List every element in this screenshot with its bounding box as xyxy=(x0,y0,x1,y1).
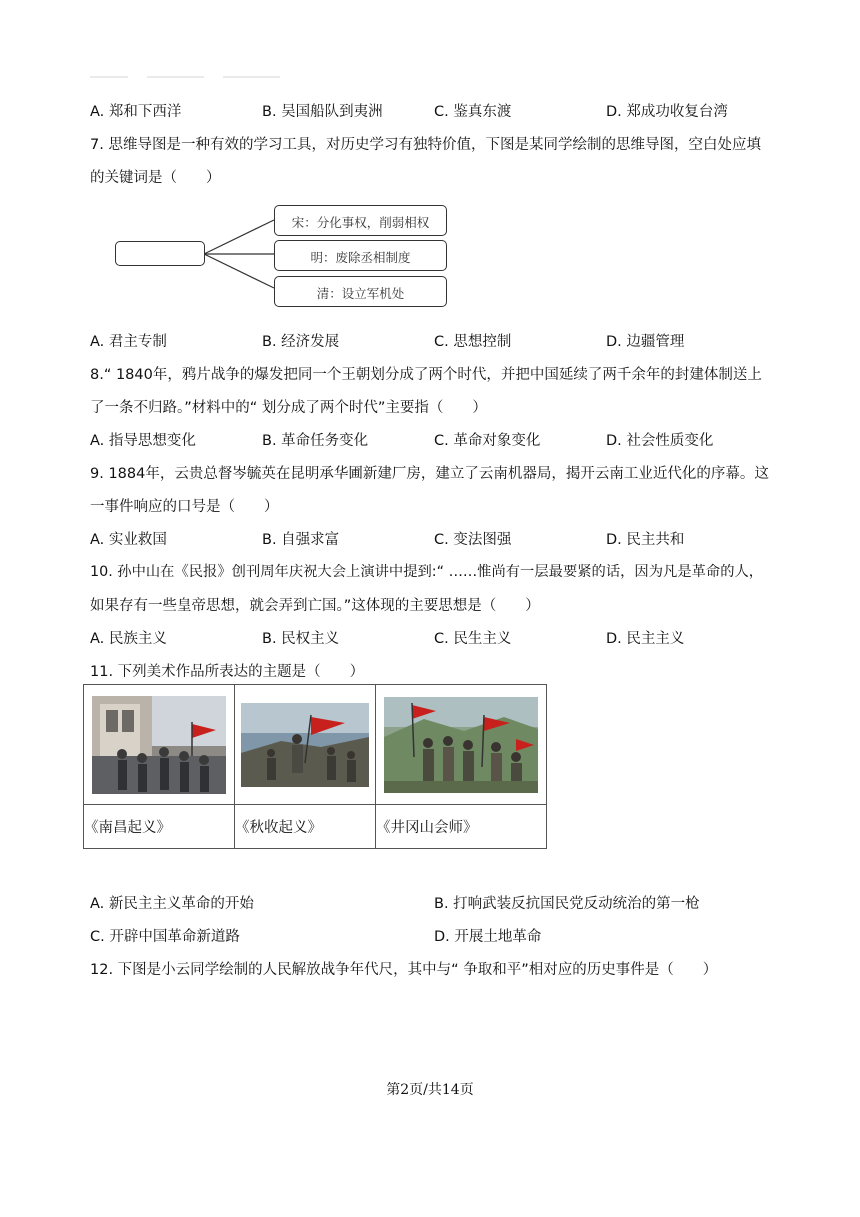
artwork-cell-nanchang xyxy=(84,685,235,805)
q9-stem-line2: 一事件响应的口号是（ ） xyxy=(90,499,279,515)
q8-stem-line2: 了一条不归路。”材料中的“ 划分成了两个时代”主要指（ ） xyxy=(90,400,487,416)
q8-option-a[interactable]: A. 指导思想变化 xyxy=(90,433,196,449)
mindmap-branch-song xyxy=(274,205,447,236)
mindmap-branch-qing xyxy=(274,276,447,307)
q10-option-d[interactable]: D. 民主主义 xyxy=(606,631,685,647)
artwork-cell-qiushou xyxy=(235,685,376,805)
nanchang-uprising-painting-image xyxy=(92,696,226,794)
q9-option-d[interactable]: D. 民主共和 xyxy=(606,532,685,548)
q8-option-b[interactable]: B. 革命任务变化 xyxy=(262,433,369,449)
q6-option-d[interactable]: D. 郑成功收复台湾 xyxy=(606,104,728,120)
artwork-caption-jinggangshan: 《井冈山会师》 xyxy=(376,805,547,849)
q11-option-a[interactable]: A. 新民主主义革命的开始 xyxy=(90,896,254,912)
q6-option-a[interactable]: A. 郑和下西洋 xyxy=(90,104,182,120)
mindmap-center-box xyxy=(115,241,205,266)
jinggangshan-meeting-painting-image xyxy=(384,697,538,793)
q11-stem: 11. 下列美术作品所表达的主题是（ ） xyxy=(90,664,365,680)
q7-option-b[interactable]: B. 经济发展 xyxy=(262,334,340,350)
q9-option-c[interactable]: C. 变法图强 xyxy=(434,532,512,548)
page-number: 第2页/共14页 xyxy=(386,1082,474,1098)
q11-option-c[interactable]: C. 开辟中国革命新道路 xyxy=(90,929,240,945)
q7-stem-line1: 7. 思维导图是一种有效的学习工具，对历史学习有独特价值，下图是某同学绘制的思维导图，空白处应填 xyxy=(90,137,761,153)
q10-stem-line1: 10. 孙中山在《民报》创刊周年庆祝大会上演讲中提到:“ ……惟尚有一层最要紧的话，因为凡是革命的人， xyxy=(90,564,764,580)
q11-option-b[interactable]: B. 打响武装反抗国民党反动统治的第一枪 xyxy=(434,896,700,912)
q7-option-c[interactable]: C. 思想控制 xyxy=(434,334,512,350)
mindmap-connectors xyxy=(204,218,276,294)
mindmap-branch-song-text: 宋：分化事权，削弱相权 xyxy=(291,215,430,230)
mindmap-branch-ming xyxy=(274,240,447,271)
q7-stem-line2: 的关键词是（ ） xyxy=(90,170,221,186)
autumn-harvest-uprising-painting-image xyxy=(241,703,369,787)
q8-stem-line1: 8.“ 1840年，鸦片战争的爆发把同一个王朝划分成了两个时代，并把中国延续了两千余年的封建体制送上 xyxy=(90,367,762,383)
q9-option-b[interactable]: B. 自强求富 xyxy=(262,532,340,548)
mindmap-branch-ming-text: 明：废除丞相制度 xyxy=(310,250,411,265)
artwork-caption-qiushou: 《秋收起义》 xyxy=(235,805,376,849)
q8-option-c[interactable]: C. 革命对象变化 xyxy=(434,433,541,449)
q10-option-b[interactable]: B. 民权主义 xyxy=(262,631,340,647)
q10-option-c[interactable]: C. 民生主义 xyxy=(434,631,512,647)
q6-option-c[interactable]: C. 鉴真东渡 xyxy=(434,104,512,120)
q9-stem-line1: 9. 1884年，云贵总督岑毓英在昆明承华圃新建厂房，建立了云南机器局，揭开云南工业近代化的序幕。这 xyxy=(90,466,769,482)
q6-option-b[interactable]: B. 吴国船队到夷洲 xyxy=(262,104,383,120)
q10-stem-line2: 如果存有一些皇帝思想，就会弄到亡国。”这体现的主要思想是（ ） xyxy=(90,598,540,614)
mindmap-branch-qing-text: 清：设立军机处 xyxy=(316,286,405,301)
artwork-cell-jinggangshan xyxy=(376,685,547,805)
q7-option-a[interactable]: A. 君主专制 xyxy=(90,334,167,350)
q8-option-d[interactable]: D. 社会性质变化 xyxy=(606,433,714,449)
q7-option-d[interactable]: D. 边疆管理 xyxy=(606,334,685,350)
q11-option-d[interactable]: D. 开展土地革命 xyxy=(434,929,542,945)
q9-option-a[interactable]: A. 实业救国 xyxy=(90,532,167,548)
artwork-caption-nanchang: 《南昌起义》 xyxy=(84,805,235,849)
header-remnant xyxy=(90,76,280,78)
artwork-table xyxy=(83,684,547,849)
q10-option-a[interactable]: A. 民族主义 xyxy=(90,631,167,647)
q12-stem: 12. 下图是小云同学绘制的人民解放战争年代尺，其中与“ 争取和平”相对应的历史事件是（ ） xyxy=(90,962,718,978)
